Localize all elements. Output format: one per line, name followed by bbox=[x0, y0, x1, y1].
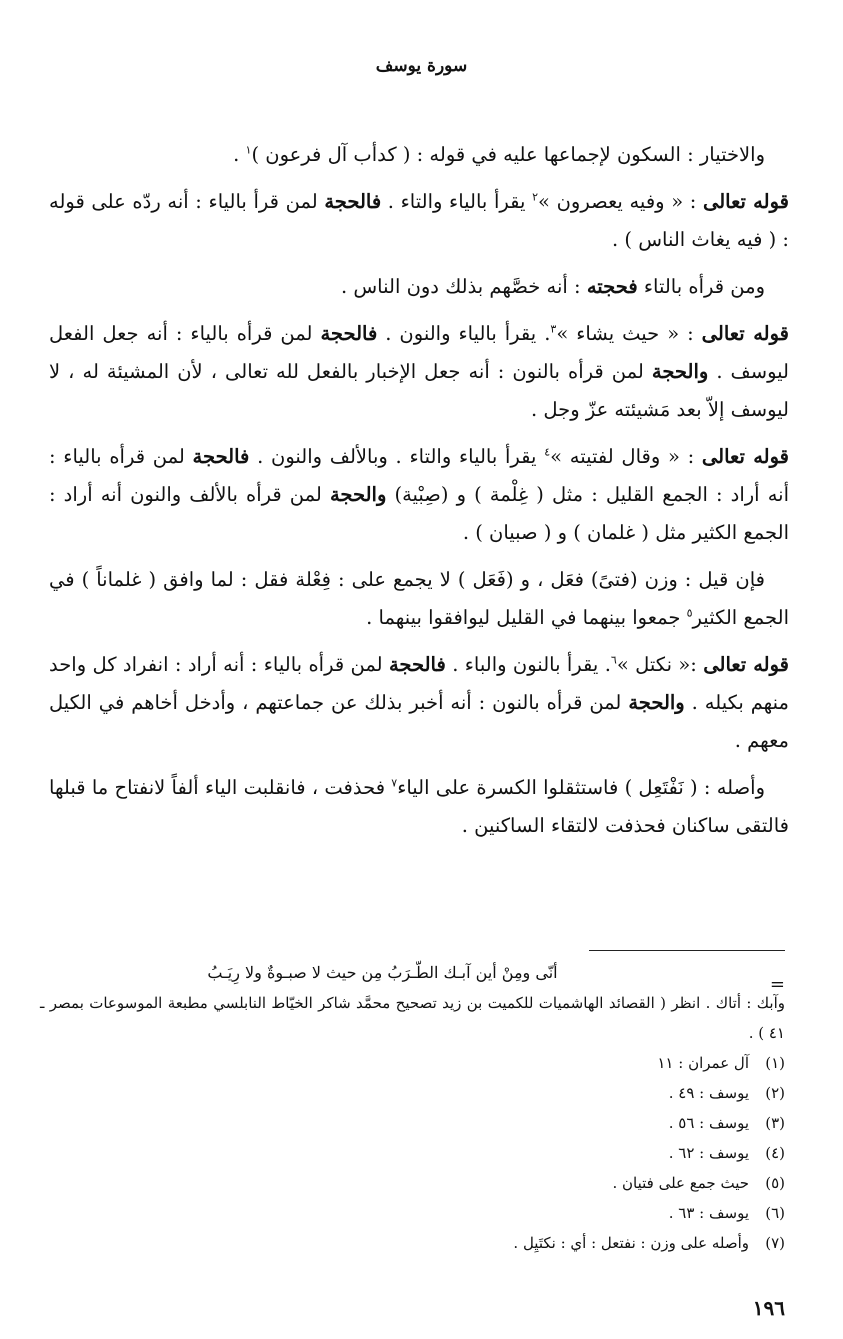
footnote-separator bbox=[589, 950, 785, 951]
paragraph bbox=[49, 268, 789, 306]
bold-term: فالحجة bbox=[388, 653, 446, 676]
footnote-ref: ٦ bbox=[610, 653, 617, 667]
paragraph bbox=[49, 646, 789, 760]
footnote-item bbox=[40, 1168, 785, 1198]
text-run: لمن قرأ بالياء : أنه ردّه على قوله : ( فيه يغاث الناس ) . bbox=[49, 190, 789, 251]
text-run: :« نكتل » bbox=[616, 653, 704, 676]
bold-term: فالحجة bbox=[320, 322, 378, 345]
text-run: . يقرأ بالياء والنون . bbox=[377, 322, 551, 345]
text-run: لمن قرأه بالنون : أنه أخبر بذلك عن جماعتهم ، وأدخل أخاهم في الكيل معهم . bbox=[49, 691, 789, 752]
bold-term: فالحجة bbox=[324, 190, 382, 213]
footnote-number: (٣) bbox=[765, 1114, 785, 1132]
text-run: فحذفت ، فانقلبت الياء ألفاً لانفتاح ما قبلها فالتقى ساكنان فحذفت لالتقاء الساكنين . bbox=[49, 776, 789, 837]
footnotes bbox=[40, 958, 785, 1258]
text-run: يقرأ بالياء والتاء . bbox=[381, 190, 533, 213]
bold-term: والحجة bbox=[329, 483, 387, 506]
text-run: فإن قيل : وزن (فتىً) فعَل ، و (فَعَل ) لا يجمع على : فِعْلة فقل : لما وافق ( غلماناً ) في الجمع الكثير bbox=[49, 568, 789, 629]
footnote-item bbox=[40, 1048, 785, 1078]
footnote-number: (٧) bbox=[765, 1234, 785, 1252]
footnote-ref: ٤ bbox=[544, 445, 551, 459]
footnote-ref: ٥ bbox=[686, 606, 693, 620]
footnote-text: حيث جمع على فتيان . bbox=[612, 1174, 749, 1192]
footnote-number: (٥) bbox=[765, 1174, 785, 1192]
footnote-text: يوسف : ٥٦ . bbox=[668, 1114, 749, 1132]
footnote-verse: أنّى ومِنْ أين آبـك الطّـرَبُ مِن حيث لا صبـوةٌ ولا رِيَـبُ bbox=[207, 963, 558, 982]
footnote-ref: ١ bbox=[245, 143, 252, 157]
footnote-item bbox=[40, 1198, 785, 1228]
main-text bbox=[49, 136, 789, 854]
paragraph bbox=[49, 183, 789, 259]
footnote-number: (٤) bbox=[765, 1144, 785, 1162]
text-run: لمن قرأه بالياء : أنه أراد : انفراد كل واحد منهم بكيله . bbox=[49, 653, 789, 714]
text-run: : « وفيه يعصرون » bbox=[538, 190, 703, 213]
footnote-continuation: وآبك : أتاك . انظر ( القصائد الهاشميات للكميت بن زيد تصحيح محمَّد شاكر الخيّاط النابلسي مطبعة الموسوعات بمصر ـ ٤١ ) . bbox=[40, 994, 785, 1042]
paragraph bbox=[49, 315, 789, 429]
text-run: والاختيار : السكون لإجماعها عليه في قوله : ( كدأب آل فرعون ) bbox=[251, 143, 765, 166]
text-run: : أنه خصَّهم بذلك دون الناس . bbox=[340, 275, 587, 298]
running-head: سورة يوسف bbox=[375, 56, 468, 76]
bold-term: قوله تعالى bbox=[703, 653, 789, 676]
footnote-text: يوسف : ٦٣ . bbox=[668, 1204, 749, 1222]
text-run: لمن قرأه بالياء : أنه جعل الفعل ليوسف . bbox=[49, 322, 789, 383]
text-run: وأصله : ( نَفْتَعِل ) فاستثقلوا الكسرة على الياء bbox=[397, 776, 765, 799]
footnote-ref: ٣ bbox=[550, 322, 557, 336]
page-number: ١٩٦ bbox=[752, 1296, 785, 1320]
bold-term: قوله تعالى bbox=[701, 445, 789, 468]
bold-term: قوله تعالى bbox=[701, 322, 790, 345]
bold-term: والحجة bbox=[628, 691, 685, 714]
paragraph bbox=[49, 769, 789, 845]
footnote-number: (١) bbox=[765, 1054, 785, 1072]
text-run: : « حيث يشاء » bbox=[556, 322, 702, 345]
footnote-list bbox=[40, 1048, 785, 1258]
footnote-text: آل عمران : ١١ bbox=[657, 1054, 749, 1072]
text-run: : « وقال لفتيته » bbox=[550, 445, 702, 468]
footnote-item bbox=[40, 1138, 785, 1168]
paragraph bbox=[49, 438, 789, 552]
footnote-item bbox=[40, 1228, 785, 1258]
text-run: لمن قرأه بالألف والنون أنه أراد : الجمع الكثير مثل ( غلمان ) و ( صبيان ) . bbox=[49, 483, 789, 544]
bold-term: فالحجة bbox=[192, 445, 250, 468]
text-run: . bbox=[233, 143, 246, 166]
text-run: جمعوا بينهما في القليل ليوافقوا بينهما . bbox=[366, 606, 687, 629]
paragraph bbox=[49, 561, 789, 637]
continuation-marker: = bbox=[769, 974, 785, 995]
text-run: لمن قرأه بالياء : أنه أراد : الجمع القليل : مثل ( غِلْمة ) و (صِبْية) bbox=[49, 445, 790, 506]
bold-term: والحجة bbox=[651, 360, 709, 383]
text-run: ومن قرأه بالتاء bbox=[637, 275, 765, 298]
footnote-text: وأصله على وزن : نفتعل : أي : نكتَيِل . bbox=[513, 1234, 749, 1252]
footnote-text: يوسف : ٦٢ . bbox=[668, 1144, 749, 1162]
footnote-number: (٢) bbox=[765, 1084, 785, 1102]
text-run: لمن قرأه بالنون : أنه جعل الإخبار بالفعل لله تعالى ، لأن المشيئة له ، لا ليوسف إلاّ بعد مَشيئته عزّ وجل . bbox=[49, 360, 789, 421]
footnote-ref: ٧ bbox=[391, 776, 398, 790]
text-run: . يقرأ بالنون والباء . bbox=[445, 653, 611, 676]
bold-term: قوله تعالى bbox=[702, 190, 789, 213]
text-run: يقرأ بالياء والتاء . وبالألف والنون . bbox=[249, 445, 545, 468]
paragraph bbox=[49, 136, 789, 174]
footnote-item bbox=[40, 1108, 785, 1138]
bold-term: فحجته bbox=[586, 275, 638, 298]
footnote-number: (٦) bbox=[765, 1204, 785, 1222]
footnote-item bbox=[40, 1078, 785, 1108]
footnote-ref: ٢ bbox=[532, 190, 539, 204]
footnote-text: يوسف : ٤٩ . bbox=[668, 1084, 749, 1102]
